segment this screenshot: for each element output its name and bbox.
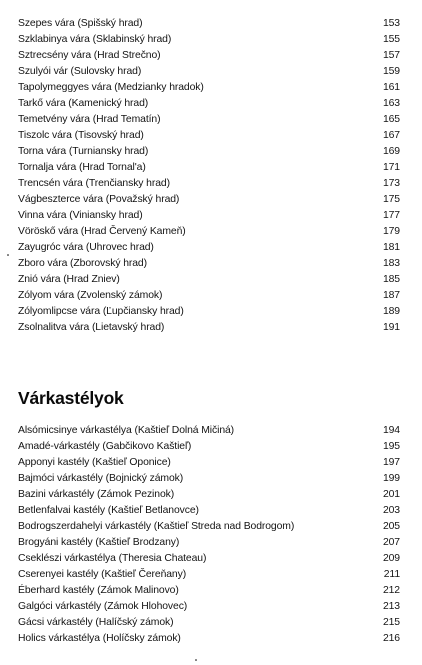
toc-entry — [18, 503, 404, 519]
toc-entry-title: Bazini várkastély (Zámok Pezinok) — [18, 489, 175, 500]
toc-entry-page-number: 171 — [382, 162, 400, 173]
toc-entry-title: Cseklészi várkastélya (Theresia Chateau) — [18, 553, 207, 564]
toc-entry-title: Bajmóci várkastély (Bojnický zámok) — [18, 473, 184, 484]
toc-entry-title: Temetvény vára (Hrad Tematín) — [18, 114, 161, 125]
scan-speck — [7, 254, 9, 256]
toc-entry — [18, 439, 404, 455]
toc-entry-title: Tarkő vára (Kamenický hrad) — [18, 98, 149, 109]
section-heading: Várkastélyok — [18, 388, 124, 408]
toc-entry-title: Zólyomlipcse vára (Ľupčiansky hrad) — [18, 306, 184, 317]
toc-entry — [18, 160, 404, 176]
toc-entry-page-number: 195 — [382, 441, 400, 452]
toc-entry-page-number: 209 — [382, 553, 400, 564]
toc-entry-title: Zboro vára (Zborovský hrad) — [18, 258, 147, 269]
toc-entry — [18, 551, 404, 567]
toc-entry-title: Zayugróc vára (Uhrovec hrad) — [18, 242, 154, 253]
toc-entry-title: Trencsén vára (Trenčiansky hrad) — [18, 178, 170, 189]
toc-entry-title: Szulyói vár (Sulovsky hrad) — [18, 66, 142, 77]
toc-entry — [18, 144, 404, 160]
toc-entry — [18, 64, 404, 80]
toc-entry — [18, 519, 404, 535]
toc-entry — [18, 304, 404, 320]
toc-entry-page-number: 183 — [382, 258, 400, 269]
toc-entry — [18, 240, 404, 256]
toc-entry-page-number: 199 — [382, 473, 400, 484]
toc-entry — [18, 128, 404, 144]
toc-entry-page-number: 177 — [382, 210, 400, 221]
toc-entry — [18, 487, 404, 503]
toc-entry-title: Cserenyei kastély (Kaštieľ Čereňany) — [18, 569, 187, 580]
toc-entry-page-number: 191 — [382, 322, 400, 333]
toc-entry-title: Gácsi várkastély (Halíčský zámok) — [18, 617, 174, 628]
toc-entry-title: Amadé-várkastély (Gabčikovo Kaštieľ) — [18, 441, 192, 452]
toc-entry-page-number: 212 — [382, 585, 400, 596]
toc-entry — [18, 272, 404, 288]
toc-entry-page-number: 157 — [382, 50, 400, 61]
toc-entry-page-number: 161 — [382, 82, 400, 93]
toc-entry — [18, 288, 404, 304]
toc-entry-page-number: 201 — [382, 489, 400, 500]
toc-entry — [18, 471, 404, 487]
toc-entry-title: Bodrogszerdahelyi várkastély (Kaštieľ Streda nad Bodrogom) — [18, 521, 295, 532]
toc-entry-page-number: 215 — [382, 617, 400, 628]
toc-entry-title: Znió vára (Hrad Zniev) — [18, 274, 120, 285]
toc-entry-title: Zsolnalitva vára (Lietavský hrad) — [18, 322, 165, 333]
toc-entry-page-number: 153 — [382, 18, 400, 29]
toc-entry — [18, 256, 404, 272]
toc-entry-page-number: 211 — [383, 569, 400, 580]
toc-entry-page-number: 197 — [382, 457, 400, 468]
toc-entry-title: Betlenfalvai kastély (Kaštieľ Betlanovce) — [18, 505, 199, 516]
toc-entry-page-number: 203 — [382, 505, 400, 516]
toc-entry-title: Holics várkastélya (Holíčsky zámok) — [18, 633, 181, 644]
toc-entry-page-number: 159 — [382, 66, 400, 77]
toc-entry-page-number: 175 — [382, 194, 400, 205]
toc-entry-title: Tornalja vára (Hrad Tornal'a) — [18, 162, 146, 173]
toc-entry — [18, 615, 404, 631]
toc-entry-page-number: 189 — [382, 306, 400, 317]
toc-entry-title: Zólyom vára (Zvolenský zámok) — [18, 290, 163, 301]
toc-entry — [18, 32, 404, 48]
toc-entry — [18, 16, 404, 32]
toc-entry-title: Szklabinya vára (Sklabinský hrad) — [18, 34, 172, 45]
toc-entry-title: Tiszolc vára (Tisovský hrad) — [18, 130, 144, 141]
toc-entry-title: Szepes vára (Spišský hrad) — [18, 18, 143, 29]
toc-entry-title: Éberhard kastély (Zámok Malinovo) — [18, 585, 179, 596]
toc-entry-page-number: 185 — [382, 274, 400, 285]
toc-entry-title: Galgóci várkastély (Zámok Hlohovec) — [18, 601, 188, 612]
toc-entry-page-number: 187 — [382, 290, 400, 301]
toc-entry — [18, 112, 404, 128]
toc-entry — [18, 567, 404, 583]
toc-entry-page-number: 169 — [382, 146, 400, 157]
toc-entry — [18, 455, 404, 471]
toc-entry — [18, 320, 404, 336]
toc-entry-page-number: 181 — [382, 242, 400, 253]
toc-entry-page-number: 207 — [382, 537, 400, 548]
toc-entry-title: Tapolymeggyes vára (Medzianky hradok) — [18, 82, 204, 93]
toc-entry-page-number: 216 — [382, 633, 400, 644]
toc-entry-page-number: 163 — [382, 98, 400, 109]
toc-entry-page-number: 173 — [382, 178, 400, 189]
toc-entry-title: Vágbeszterce vára (Považský hrad) — [18, 194, 180, 205]
toc-entry — [18, 631, 404, 647]
toc-entry — [18, 599, 404, 615]
toc-entry-page-number: 167 — [382, 130, 400, 141]
toc-entry — [18, 80, 404, 96]
toc-entry-page-number: 205 — [382, 521, 400, 532]
toc-entry-title: Apponyi kastély (Kaštieľ Oponice) — [18, 457, 171, 468]
toc-entry-title: Vöröskő vára (Hrad Červený Kameň) — [18, 226, 186, 237]
toc-entry — [18, 48, 404, 64]
toc-entry-title: Alsómicsinye várkastélya (Kaštieľ Dolná Mičiná) — [18, 425, 235, 436]
toc-entry — [18, 583, 404, 599]
toc-entry — [18, 176, 404, 192]
toc-entry — [18, 535, 404, 551]
toc-entry-title: Brogyáni kastély (Kaštieľ Brodzany) — [18, 537, 180, 548]
toc-entry — [18, 192, 404, 208]
toc-entry-page-number: 194 — [382, 425, 400, 436]
toc-entry-page-number: 179 — [382, 226, 400, 237]
toc-entry-page-number: 155 — [382, 34, 400, 45]
toc-entry-title: Vinna vára (Viniansky hrad) — [18, 210, 143, 221]
toc-entry-title: Sztrecsény vára (Hrad Strečno) — [18, 50, 161, 61]
toc-entry — [18, 96, 404, 112]
castles-toc-list — [18, 16, 404, 336]
toc-entry — [18, 208, 404, 224]
toc-entry — [18, 423, 404, 439]
scan-speck — [195, 659, 197, 661]
toc-entry — [18, 224, 404, 240]
manors-toc-list — [18, 423, 404, 647]
toc-entry-title: Torna vára (Turniansky hrad) — [18, 146, 149, 157]
toc-entry-page-number: 165 — [382, 114, 400, 125]
toc-entry-page-number: 213 — [382, 601, 400, 612]
